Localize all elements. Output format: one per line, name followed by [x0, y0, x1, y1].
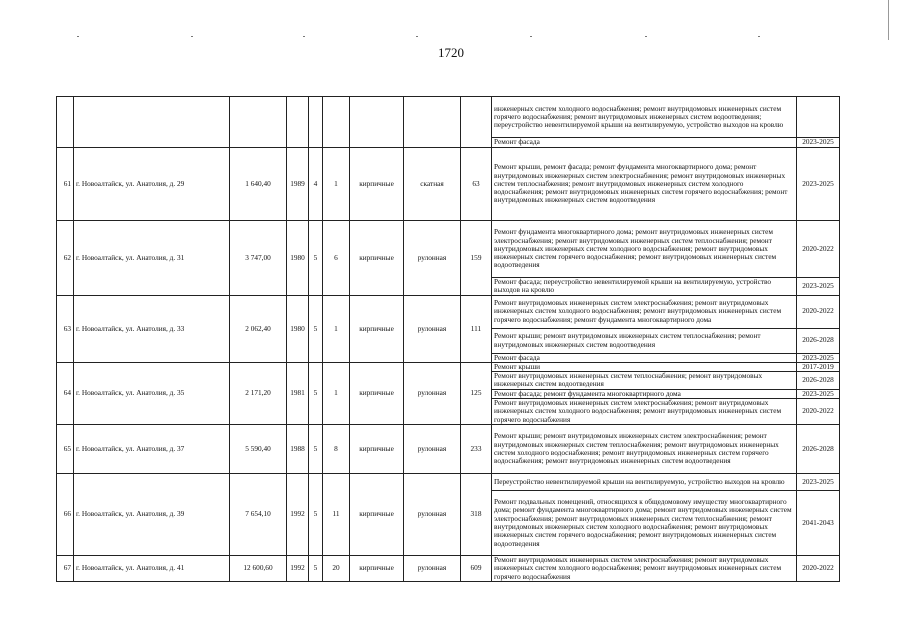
entrances-cell: 1: [323, 148, 350, 221]
row-number: 66: [57, 473, 74, 555]
work-description-cell: Ремонт фасада: [492, 138, 797, 148]
roof-type-cell: рулонная: [404, 295, 461, 362]
roof-type-cell: рулонная: [404, 221, 461, 296]
apartments-cell: 63: [461, 148, 492, 221]
row-number: 67: [57, 555, 74, 581]
work-period-cell: [797, 97, 840, 138]
roof-type-cell: [404, 97, 461, 148]
year-cell: 1989: [287, 148, 309, 221]
area-cell: 2 171,20: [230, 362, 287, 424]
floors-cell: 5: [309, 362, 323, 424]
year-cell: 1992: [287, 473, 309, 555]
work-period-cell: 2023-2025: [797, 353, 840, 362]
table-row: [57, 148, 840, 221]
apartments-cell: 609: [461, 555, 492, 581]
table-row: [57, 362, 840, 371]
wall-material-cell: кирпичные: [350, 473, 404, 555]
work-description-cell: Ремонт фасада; ремонт фундамента многоквартирного дома: [492, 389, 797, 398]
wall-material-cell: кирпичные: [350, 148, 404, 221]
work-description-cell: Ремонт фасада: [492, 353, 797, 362]
work-period-cell: 2026-2028: [797, 372, 840, 390]
scan-speck: [416, 36, 418, 37]
entrances-cell: 1: [323, 295, 350, 362]
floors-cell: 5: [309, 555, 323, 581]
entrances-cell: 1: [323, 362, 350, 424]
scan-speck: [191, 36, 193, 37]
work-period-cell: 2017-2019: [797, 362, 840, 371]
area-cell: 3 747,00: [230, 221, 287, 296]
page-number: 1720: [438, 45, 464, 60]
scan-speck: [303, 36, 305, 37]
work-description-cell: Ремонт крыши; ремонт внутридомовых инженерных систем теплоснабжения; ремонт внутридомовых инженерных систем водоотведения: [492, 328, 797, 353]
work-description-cell: Ремонт внутридомовых инженерных систем электроснабжения; ремонт внутридомовых инженерных систем холодного водоснабжения; ремонт внутридомовых инженерных систем горячего водоснабжения: [492, 399, 797, 425]
entrances-cell: [323, 97, 350, 148]
area-cell: [230, 97, 287, 148]
area-cell: 7 654,10: [230, 473, 287, 555]
address-cell: г. Новоалтайск, ул. Анатолия, д. 31: [74, 221, 230, 296]
row-number: 61: [57, 148, 74, 221]
apartments-cell: 318: [461, 473, 492, 555]
area-cell: 12 600,60: [230, 555, 287, 581]
wall-material-cell: кирпичные: [350, 424, 404, 473]
wall-material-cell: кирпичные: [350, 221, 404, 296]
year-cell: 1980: [287, 221, 309, 296]
work-period-cell: 2023-2025: [797, 473, 840, 490]
entrances-cell: 20: [323, 555, 350, 581]
work-period-cell: 2020-2022: [797, 295, 840, 328]
address-cell: г. Новоалтайск, ул. Анатолия, д. 41: [74, 555, 230, 581]
roof-type-cell: рулонная: [404, 473, 461, 555]
work-description-cell: Ремонт фундамента многоквартирного дома; ремонт внутридомовых инженерных систем электроснабжения; ремонт внутридомовых инженерных систем теплоснабжения; ремонт внутридомовых инженерных систем холодного водоснабжения; ремонт внутридомовых инженерных систем горячего водоснабжения; ремонт внутридомовых инженерных систем водоотведения: [492, 221, 797, 278]
row-number: 63: [57, 295, 74, 362]
floors-cell: 4: [309, 148, 323, 221]
work-description-cell: Ремонт внутридомовых инженерных систем электроснабжения; ремонт внутридомовых инженерных систем холодного водоснабжения; ремонт внутридомовых инженерных систем горячего водоснабжения: [492, 555, 797, 581]
row-number: [57, 97, 74, 148]
address-cell: г. Новоалтайск, ул. Анатолия, д. 35: [74, 362, 230, 424]
year-cell: 1992: [287, 555, 309, 581]
year-cell: [287, 97, 309, 148]
apartments-cell: 159: [461, 221, 492, 296]
address-cell: г. Новоалтайск, ул. Анатолия, д. 33: [74, 295, 230, 362]
work-description-cell: Ремонт крыши: [492, 362, 797, 371]
work-period-cell: 2026-2028: [797, 328, 840, 353]
floors-cell: 5: [309, 221, 323, 296]
entrances-cell: 11: [323, 473, 350, 555]
scan-speck: [758, 36, 760, 37]
work-period-cell: 2023-2025: [797, 389, 840, 398]
scan-edge: [888, 0, 889, 40]
roof-type-cell: рулонная: [404, 362, 461, 424]
work-period-cell: 2020-2022: [797, 221, 840, 278]
row-number: 65: [57, 424, 74, 473]
work-description-cell: инженерных систем холодного водоснабжения; ремонт внутридомовых инженерных систем горячего водоснабжения; ремонт внутридомовых инженерных систем водоотведения; переустройство невентилируемой крыши на вентилируемую, устройство выходов на кровлю: [492, 97, 797, 138]
address-cell: [74, 97, 230, 148]
table-row: [57, 473, 840, 490]
work-period-cell: 2023-2025: [797, 148, 840, 221]
area-cell: 5 590,40: [230, 424, 287, 473]
apartments-cell: 125: [461, 362, 492, 424]
address-cell: г. Новоалтайск, ул. Анатолия, д. 29: [74, 148, 230, 221]
table-row: [57, 295, 840, 328]
work-description-cell: Ремонт внутридомовых инженерных систем электроснабжения; ремонт внутридомовых инженерных систем холодного водоснабжения; ремонт внутридомовых инженерных систем горячего водоснабжения; ремонт фундамента многоквартирного дома: [492, 295, 797, 328]
table-row: [57, 221, 840, 278]
roof-type-cell: рулонная: [404, 424, 461, 473]
entrances-cell: 6: [323, 221, 350, 296]
scan-speck: [645, 36, 647, 37]
table-body: [57, 97, 840, 582]
table-row: [57, 97, 840, 138]
work-period-cell: 2023-2025: [797, 278, 840, 296]
floors-cell: [309, 97, 323, 148]
table-row: [57, 424, 840, 473]
repair-schedule-table: [56, 96, 840, 582]
table-row: [57, 555, 840, 581]
wall-material-cell: кирпичные: [350, 555, 404, 581]
wall-material-cell: кирпичные: [350, 295, 404, 362]
roof-type-cell: рулонная: [404, 555, 461, 581]
work-period-cell: 2020-2022: [797, 399, 840, 425]
area-cell: 1 640,40: [230, 148, 287, 221]
floors-cell: 5: [309, 424, 323, 473]
work-period-cell: 2041-2043: [797, 490, 840, 555]
year-cell: 1988: [287, 424, 309, 473]
work-period-cell: 2026-2028: [797, 424, 840, 473]
wall-material-cell: кирпичные: [350, 362, 404, 424]
work-period-cell: 2023-2025: [797, 138, 840, 148]
wall-material-cell: [350, 97, 404, 148]
entrances-cell: 8: [323, 424, 350, 473]
work-description-cell: Ремонт подвальных помещений, относящихся к общедомовому имуществу многоквартирного дома; ремонт фундамента многоквартирного дома; ремонт внутридомовых инженерных систем электроснабжения; ремонт внутридомовых инженерных систем теплоснабжения; ремонт внутридомовых инженерных систем холодного водоснабжения; ремонт внутридомовых инженерных систем горячего водоснабжения; ремонт внутридомовых инженерных систем водоотведения: [492, 490, 797, 555]
work-period-cell: 2020-2022: [797, 555, 840, 581]
work-description-cell: Ремонт внутридомовых инженерных систем теплоснабжения; ремонт внутридомовых инженерных систем водоотведения: [492, 372, 797, 390]
apartments-cell: 233: [461, 424, 492, 473]
floors-cell: 5: [309, 295, 323, 362]
area-cell: 2 062,40: [230, 295, 287, 362]
apartments-cell: 111: [461, 295, 492, 362]
address-cell: г. Новоалтайск, ул. Анатолия, д. 39: [74, 473, 230, 555]
scan-speck: [530, 36, 532, 37]
work-description-cell: Переустройство невентилируемой крыши на вентилируемую, устройство выходов на кровлю: [492, 473, 797, 490]
work-description-cell: Ремонт крыши; ремонт внутридомовых инженерных систем электроснабжения; ремонт внутридомовых инженерных систем теплоснабжения; ремонт внутридомовых инженерных систем холодного водоснабжения; ремонт внутридомовых инженерных систем горячего водоснабжения; ремонт внутридомовых инженерных систем водоотведения: [492, 424, 797, 473]
year-cell: 1981: [287, 362, 309, 424]
floors-cell: 5: [309, 473, 323, 555]
row-number: 62: [57, 221, 74, 296]
apartments-cell: [461, 97, 492, 148]
year-cell: 1980: [287, 295, 309, 362]
work-description-cell: Ремонт крыши, ремонт фасада; ремонт фундамента многоквартирного дома; ремонт внутридомовых инженерных систем электроснабжения; ремонт внутридомовых инженерных систем теплоснабжения; ремонт внутридомовых инженерных систем холодного водоснабжения; ремонт внутридомовых инженерных систем горячего водоснабжения; ремонт внутридомовых инженерных систем водоотведения: [492, 148, 797, 221]
address-cell: г. Новоалтайск, ул. Анатолия, д. 37: [74, 424, 230, 473]
row-number: 64: [57, 362, 74, 424]
scan-speck: [77, 36, 79, 37]
roof-type-cell: скатная: [404, 148, 461, 221]
work-description-cell: Ремонт фасада; переустройство невентилируемой крыши на вентилируемую, устройство выходов на кровлю: [492, 278, 797, 296]
